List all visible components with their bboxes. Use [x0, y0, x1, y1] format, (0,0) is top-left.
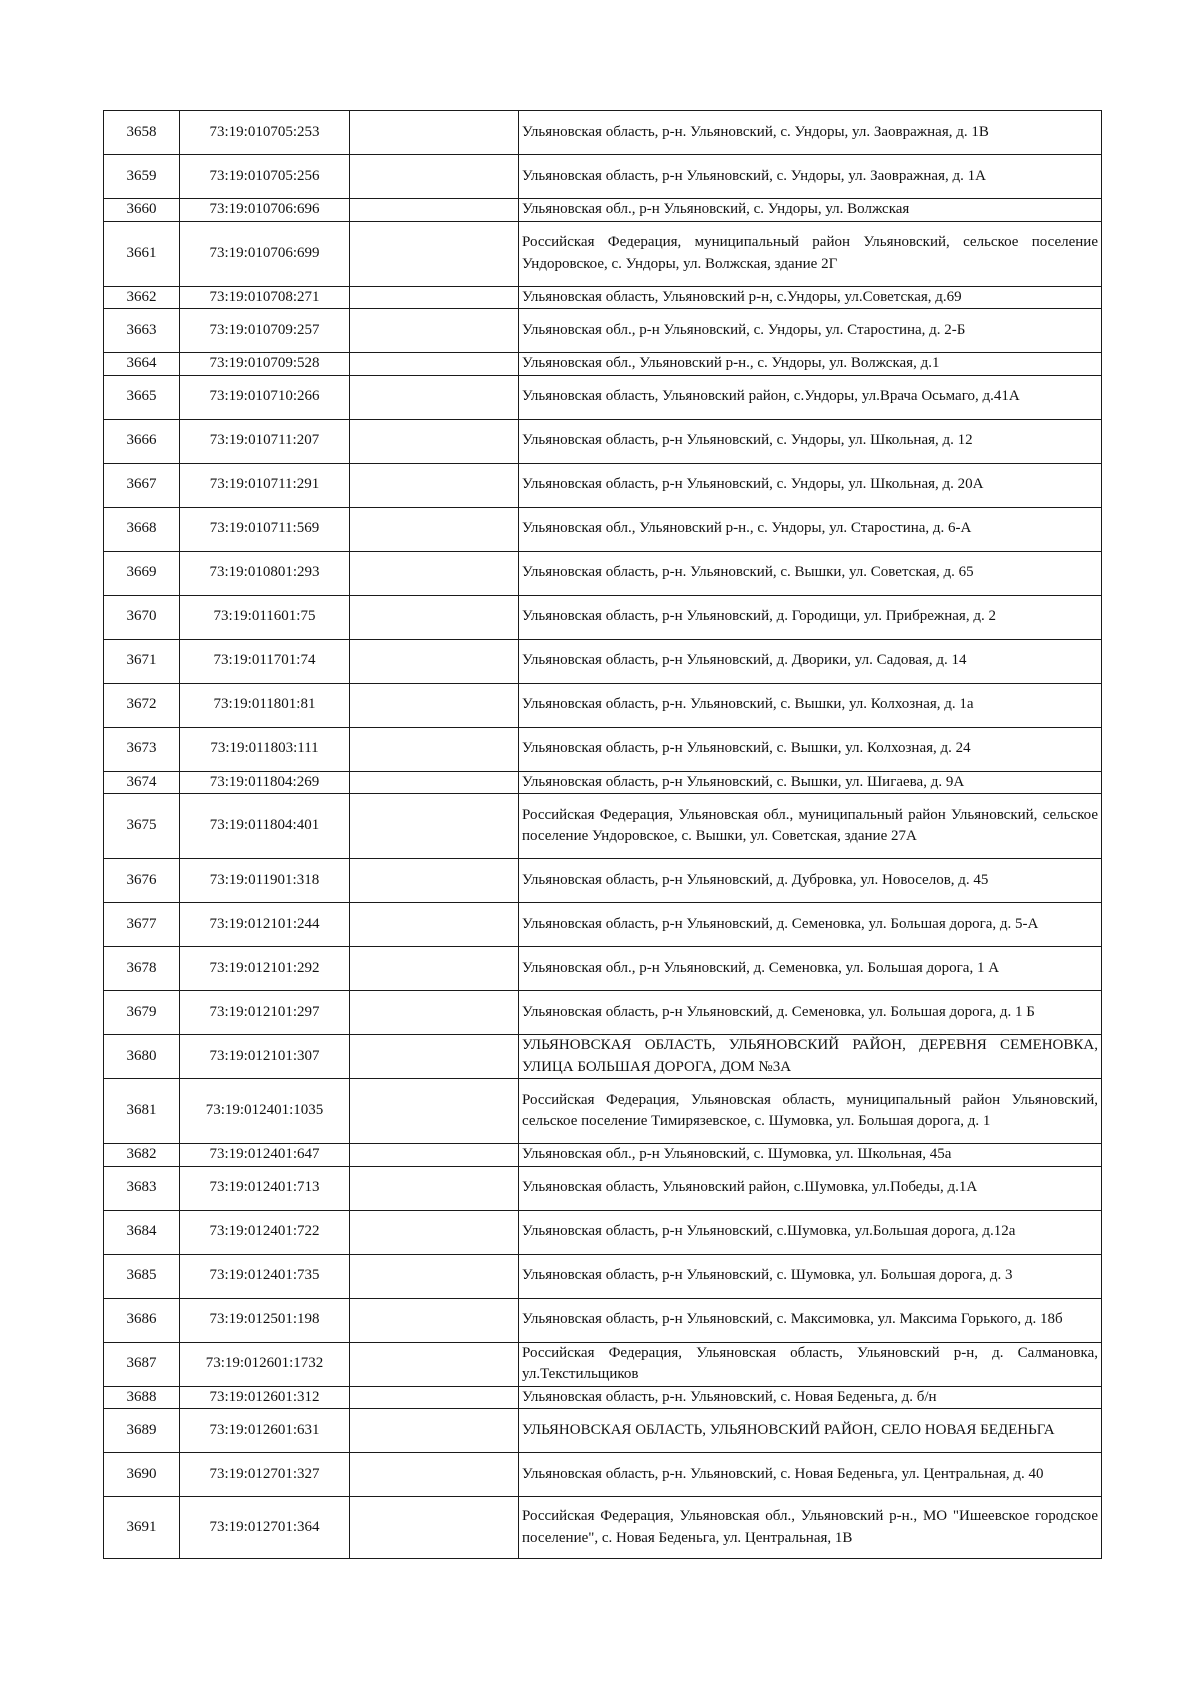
table-row — [104, 155, 1102, 199]
table-row — [104, 199, 1102, 222]
cadastral-number-cell: 73:19:010706:696 — [180, 199, 350, 222]
table-row — [104, 463, 1102, 507]
address-cell: УЛЬЯНОВСКАЯ ОБЛАСТЬ, УЛЬЯНОВСКИЙ РАЙОН, ДЕРЕВНЯ СЕМЕНОВКА, УЛИЦА БОЛЬШАЯ ДОРОГА, ДОМ №3А — [519, 1035, 1102, 1079]
empty-cell — [350, 507, 519, 551]
table-row — [104, 353, 1102, 376]
empty-cell — [350, 155, 519, 199]
cadastral-number-cell: 73:19:012601:631 — [180, 1409, 350, 1453]
table-row — [104, 639, 1102, 683]
address-cell: Ульяновская область, р-н Ульяновский, с. Ундоры, ул. Школьная, д. 20А — [519, 463, 1102, 507]
address-cell: Ульяновская область, р-н. Ульяновский, с. Новая Беденьга, ул. Центральная, д. 40 — [519, 1453, 1102, 1497]
address-cell: Ульяновская область, р-н Ульяновский, с. Максимовка, ул. Максима Горького, д. 18б — [519, 1298, 1102, 1342]
row-number-cell: 3674 — [104, 771, 180, 794]
empty-cell — [350, 991, 519, 1035]
table-row — [104, 794, 1102, 859]
cadastral-number-cell: 73:19:012501:198 — [180, 1298, 350, 1342]
table-row — [104, 1166, 1102, 1210]
row-number-cell: 3664 — [104, 353, 180, 376]
table-row — [104, 1210, 1102, 1254]
row-number-cell: 3663 — [104, 309, 180, 353]
row-number-cell: 3679 — [104, 991, 180, 1035]
empty-cell — [350, 1497, 519, 1559]
row-number-cell: 3662 — [104, 286, 180, 309]
cadastral-number-cell: 73:19:010705:256 — [180, 155, 350, 199]
table-row — [104, 1342, 1102, 1386]
row-number-cell: 3667 — [104, 463, 180, 507]
empty-cell — [350, 595, 519, 639]
empty-cell — [350, 221, 519, 286]
cadastral-number-cell: 73:19:012601:312 — [180, 1386, 350, 1409]
cadastral-number-cell: 73:19:010801:293 — [180, 551, 350, 595]
address-cell: Ульяновская область, Ульяновский район, с.Ундоры, ул.Врача Осьмаго, д.41А — [519, 375, 1102, 419]
cadastral-number-cell: 73:19:010711:291 — [180, 463, 350, 507]
empty-cell — [350, 683, 519, 727]
table-row — [104, 111, 1102, 155]
row-number-cell: 3658 — [104, 111, 180, 155]
address-cell: Ульяновская область, р-н Ульяновский, с. Ундоры, ул. Школьная, д. 12 — [519, 419, 1102, 463]
empty-cell — [350, 947, 519, 991]
empty-cell — [350, 903, 519, 947]
address-cell: Ульяновская область, р-н Ульяновский, д. Семеновка, ул. Большая дорога, д. 1 Б — [519, 991, 1102, 1035]
address-cell: Ульяновская область, р-н. Ульяновский, с. Вышки, ул. Советская, д. 65 — [519, 551, 1102, 595]
row-number-cell: 3659 — [104, 155, 180, 199]
table-row — [104, 309, 1102, 353]
cadastral-number-cell: 73:19:011801:81 — [180, 683, 350, 727]
cadastral-number-cell: 73:19:012601:1732 — [180, 1342, 350, 1386]
cadastral-number-cell: 73:19:012101:297 — [180, 991, 350, 1035]
address-cell: Ульяновская область, р-н. Ульяновский, с. Вышки, ул. Колхозная, д. 1а — [519, 683, 1102, 727]
empty-cell — [350, 551, 519, 595]
cadastral-number-cell: 73:19:011901:318 — [180, 859, 350, 903]
address-cell: Российская Федерация, Ульяновская обл., Ульяновский р-н., МО "Ишеевское городское поселение", с. Новая Беденьга, ул. Центральная, 1В — [519, 1497, 1102, 1559]
row-number-cell: 3672 — [104, 683, 180, 727]
cadastral-number-cell: 73:19:011804:269 — [180, 771, 350, 794]
row-number-cell: 3666 — [104, 419, 180, 463]
row-number-cell: 3682 — [104, 1144, 180, 1167]
address-cell: Ульяновская область, р-н. Ульяновский, с. Ундоры, ул. Заовражная, д. 1В — [519, 111, 1102, 155]
row-number-cell: 3681 — [104, 1079, 180, 1144]
table-row — [104, 947, 1102, 991]
cadastral-number-cell: 73:19:011601:75 — [180, 595, 350, 639]
row-number-cell: 3673 — [104, 727, 180, 771]
cadastral-number-cell: 73:19:011804:401 — [180, 794, 350, 859]
address-cell: УЛЬЯНОВСКАЯ ОБЛАСТЬ, УЛЬЯНОВСКИЙ РАЙОН, СЕЛО НОВАЯ БЕДЕНЬГА — [519, 1409, 1102, 1453]
cadastral-number-cell: 73:19:010710:266 — [180, 375, 350, 419]
address-cell: Ульяновская обл., р-н Ульяновский, д. Семеновка, ул. Большая дорога, 1 А — [519, 947, 1102, 991]
address-cell: Ульяновская обл., р-н Ульяновский, с. Ундоры, ул. Волжская — [519, 199, 1102, 222]
address-cell: Ульяновская область, р-н Ульяновский, с. Вышки, ул. Колхозная, д. 24 — [519, 727, 1102, 771]
row-number-cell: 3671 — [104, 639, 180, 683]
row-number-cell: 3665 — [104, 375, 180, 419]
table-row — [104, 419, 1102, 463]
cadastral-number-cell: 73:19:012701:364 — [180, 1497, 350, 1559]
row-number-cell: 3688 — [104, 1386, 180, 1409]
address-cell: Ульяновская область, р-н. Ульяновский, с. Новая Беденьга, д. б/н — [519, 1386, 1102, 1409]
table-row — [104, 1386, 1102, 1409]
row-number-cell: 3690 — [104, 1453, 180, 1497]
row-number-cell: 3683 — [104, 1166, 180, 1210]
cadastral-number-cell: 73:19:012101:307 — [180, 1035, 350, 1079]
address-cell: Ульяновская область, р-н Ульяновский, с. Шумовка, ул. Большая дорога, д. 3 — [519, 1254, 1102, 1298]
empty-cell — [350, 1254, 519, 1298]
empty-cell — [350, 1144, 519, 1167]
address-cell: Ульяновская область, р-н Ульяновский, д. Дворики, ул. Садовая, д. 14 — [519, 639, 1102, 683]
row-number-cell: 3668 — [104, 507, 180, 551]
empty-cell — [350, 1453, 519, 1497]
cadastral-number-cell: 73:19:012101:244 — [180, 903, 350, 947]
cadastral-number-cell: 73:19:011803:111 — [180, 727, 350, 771]
cadastral-number-cell: 73:19:010709:528 — [180, 353, 350, 376]
table-row — [104, 1497, 1102, 1559]
empty-cell — [350, 419, 519, 463]
cadastral-number-cell: 73:19:010709:257 — [180, 309, 350, 353]
table-row — [104, 991, 1102, 1035]
address-cell: Ульяновская обл., Ульяновский р-н., с. Ундоры, ул. Волжская, д.1 — [519, 353, 1102, 376]
row-number-cell: 3670 — [104, 595, 180, 639]
row-number-cell: 3676 — [104, 859, 180, 903]
cadastral-number-cell: 73:19:011701:74 — [180, 639, 350, 683]
cadastral-number-cell: 73:19:012401:647 — [180, 1144, 350, 1167]
table-row — [104, 727, 1102, 771]
address-cell: Российская Федерация, муниципальный район Ульяновский, сельское поселение Ундоровское, с. Ундоры, ул. Волжская, здание 2Г — [519, 221, 1102, 286]
empty-cell — [350, 794, 519, 859]
address-cell: Ульяновская область, р-н Ульяновский, с. Ундоры, ул. Заовражная, д. 1А — [519, 155, 1102, 199]
address-cell: Российская Федерация, Ульяновская область, муниципальный район Ульяновский, сельское поселение Тимирязевское, с. Шумовка, ул. Большая дорога, д. 1 — [519, 1079, 1102, 1144]
empty-cell — [350, 375, 519, 419]
cadastral-number-cell: 73:19:010705:253 — [180, 111, 350, 155]
row-number-cell: 3691 — [104, 1497, 180, 1559]
row-number-cell: 3661 — [104, 221, 180, 286]
table-row — [104, 771, 1102, 794]
empty-cell — [350, 1342, 519, 1386]
table-row — [104, 286, 1102, 309]
empty-cell — [350, 859, 519, 903]
row-number-cell: 3689 — [104, 1409, 180, 1453]
cadastral-number-cell: 73:19:012401:713 — [180, 1166, 350, 1210]
empty-cell — [350, 1386, 519, 1409]
registry-table — [103, 110, 1102, 1559]
address-cell: Ульяновская обл., р-н Ульяновский, с. Шумовка, ул. Школьная, 45а — [519, 1144, 1102, 1167]
empty-cell — [350, 1079, 519, 1144]
table-row — [104, 551, 1102, 595]
cadastral-number-cell: 73:19:012701:327 — [180, 1453, 350, 1497]
empty-cell — [350, 1166, 519, 1210]
table-row — [104, 683, 1102, 727]
empty-cell — [350, 771, 519, 794]
table-row — [104, 1035, 1102, 1079]
table-row — [104, 1254, 1102, 1298]
row-number-cell: 3675 — [104, 794, 180, 859]
empty-cell — [350, 463, 519, 507]
cadastral-number-cell: 73:19:010711:207 — [180, 419, 350, 463]
table-row — [104, 1453, 1102, 1497]
address-cell: Российская Федерация, Ульяновская обл., муниципальный район Ульяновский, сельское поселение Ундоровское, с. Вышки, ул. Советская, здание 27А — [519, 794, 1102, 859]
address-cell: Ульяновская область, р-н Ульяновский, д. Семеновка, ул. Большая дорога, д. 5-А — [519, 903, 1102, 947]
row-number-cell: 3660 — [104, 199, 180, 222]
row-number-cell: 3687 — [104, 1342, 180, 1386]
address-cell: Ульяновская область, Ульяновский район, с.Шумовка, ул.Победы, д.1А — [519, 1166, 1102, 1210]
empty-cell — [350, 353, 519, 376]
empty-cell — [350, 1210, 519, 1254]
table-row — [104, 1144, 1102, 1167]
empty-cell — [350, 199, 519, 222]
empty-cell — [350, 639, 519, 683]
registry-table-body — [104, 111, 1102, 1559]
address-cell: Ульяновская область, р-н Ульяновский, с. Вышки, ул. Шигаева, д. 9А — [519, 771, 1102, 794]
cadastral-number-cell: 73:19:010711:569 — [180, 507, 350, 551]
table-row — [104, 1079, 1102, 1144]
table-row — [104, 595, 1102, 639]
row-number-cell: 3677 — [104, 903, 180, 947]
row-number-cell: 3685 — [104, 1254, 180, 1298]
address-cell: Ульяновская обл., р-н Ульяновский, с. Ундоры, ул. Старостина, д. 2-Б — [519, 309, 1102, 353]
address-cell: Ульяновская область, Ульяновский р-н, с.Ундоры, ул.Советская, д.69 — [519, 286, 1102, 309]
table-row — [104, 507, 1102, 551]
table-row — [104, 1409, 1102, 1453]
table-row — [104, 903, 1102, 947]
empty-cell — [350, 1298, 519, 1342]
row-number-cell: 3684 — [104, 1210, 180, 1254]
address-cell: Ульяновская область, р-н Ульяновский, д. Дубровка, ул. Новоселов, д. 45 — [519, 859, 1102, 903]
address-cell: Ульяновская обл., Ульяновский р-н., с. Ундоры, ул. Старостина, д. 6-А — [519, 507, 1102, 551]
cadastral-number-cell: 73:19:012401:735 — [180, 1254, 350, 1298]
table-row — [104, 859, 1102, 903]
cadastral-number-cell: 73:19:010708:271 — [180, 286, 350, 309]
cadastral-number-cell: 73:19:012401:1035 — [180, 1079, 350, 1144]
table-row — [104, 221, 1102, 286]
address-cell: Российская Федерация, Ульяновская область, Ульяновский р-н, д. Салмановка, ул.Текстильщиков — [519, 1342, 1102, 1386]
empty-cell — [350, 286, 519, 309]
cadastral-number-cell: 73:19:012101:292 — [180, 947, 350, 991]
empty-cell — [350, 1409, 519, 1453]
table-row — [104, 375, 1102, 419]
cadastral-number-cell: 73:19:010706:699 — [180, 221, 350, 286]
row-number-cell: 3686 — [104, 1298, 180, 1342]
empty-cell — [350, 1035, 519, 1079]
cadastral-number-cell: 73:19:012401:722 — [180, 1210, 350, 1254]
row-number-cell: 3680 — [104, 1035, 180, 1079]
address-cell: Ульяновская область, р-н Ульяновский, д. Городищи, ул. Прибрежная, д. 2 — [519, 595, 1102, 639]
row-number-cell: 3678 — [104, 947, 180, 991]
row-number-cell: 3669 — [104, 551, 180, 595]
table-row — [104, 1298, 1102, 1342]
empty-cell — [350, 727, 519, 771]
empty-cell — [350, 111, 519, 155]
address-cell: Ульяновская область, р-н Ульяновский, с.Шумовка, ул.Большая дорога, д.12а — [519, 1210, 1102, 1254]
empty-cell — [350, 309, 519, 353]
